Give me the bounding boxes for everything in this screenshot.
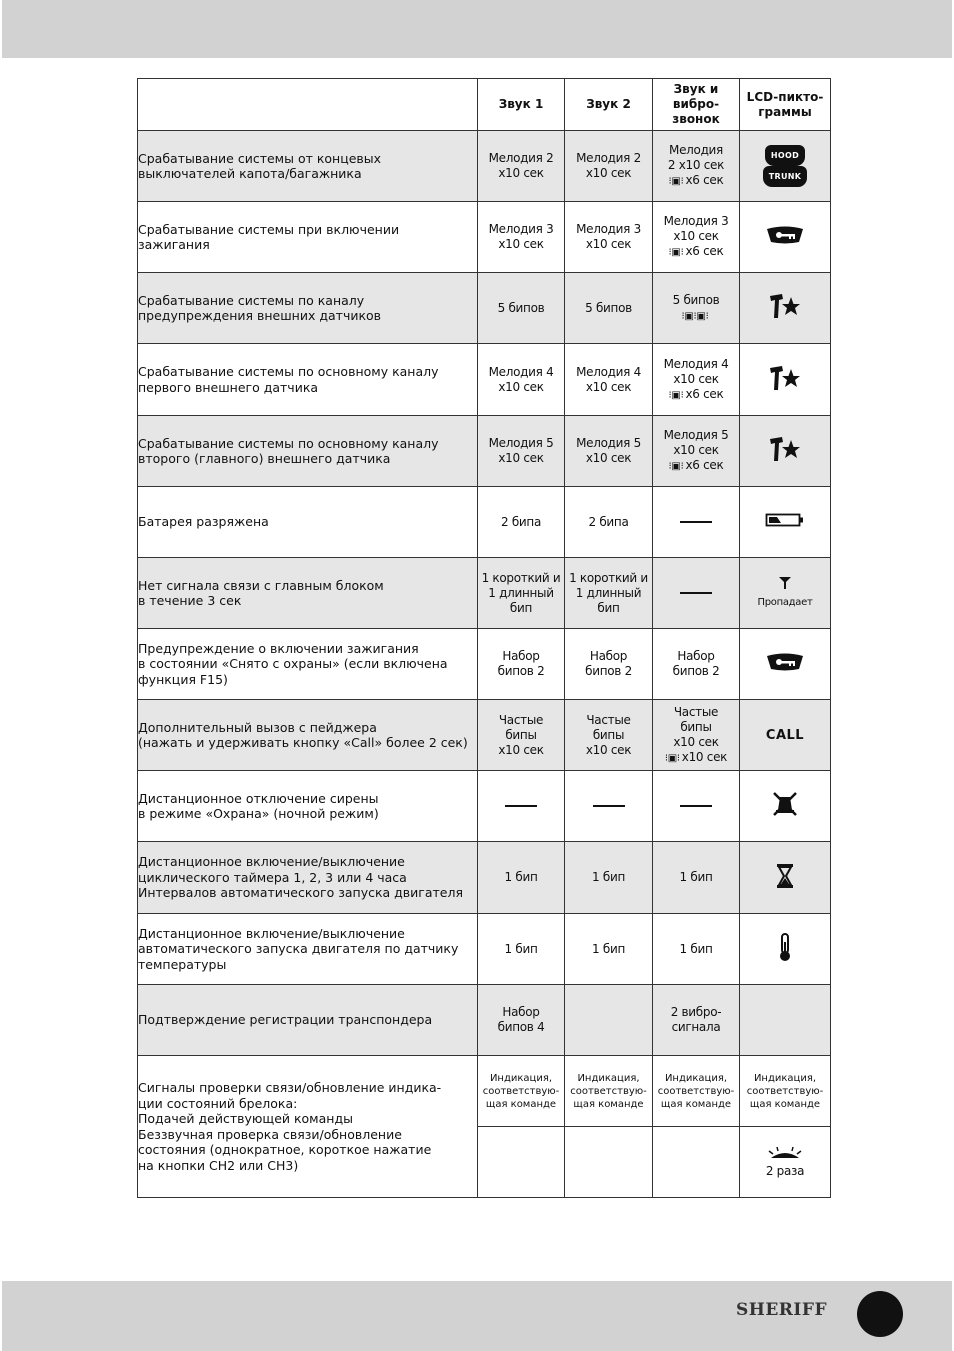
cell-sound-2: 5 бипов	[565, 273, 653, 344]
cell-sound-2: Мелодия 2 x10 сек	[565, 131, 653, 202]
table-row	[138, 1056, 831, 1127]
cell-sound-1: Набор бипов 2	[478, 629, 565, 700]
vibration-icon: ⁝▣⁝▣⁝	[681, 310, 709, 322]
signal-update-icon	[765, 1146, 805, 1160]
header-sound-1: Звук 1	[478, 79, 565, 131]
shock-sensor-icon	[768, 292, 802, 320]
cell-sound-2	[565, 985, 653, 1056]
cell-sound-vibro: 1 бип	[653, 914, 740, 985]
cell-sound-1	[478, 771, 565, 842]
battery-low-icon	[765, 512, 805, 528]
call-icon: CALL	[765, 727, 805, 743]
cell-sound-1: Мелодия 5 x10 сек	[478, 416, 565, 487]
cell-sound-vibro: 1 бип	[653, 842, 740, 914]
top-banner	[2, 0, 952, 58]
cell-lcd	[740, 914, 831, 985]
cell-sound-1: Мелодия 3 x10 сек	[478, 202, 565, 273]
dash-mark	[680, 592, 712, 594]
hourglass-icon	[776, 863, 794, 889]
vibration-icon: ⁝▣⁝	[668, 389, 684, 401]
cell-sound-vibro: 2 вибро- сигнала	[653, 985, 740, 1056]
vibration-icon: ⁝▣⁝	[668, 461, 684, 472]
cell-sound-2	[565, 771, 653, 842]
cell-sound-vibro	[653, 487, 740, 558]
vibration-icon: ⁝▣⁝	[668, 176, 684, 187]
row-description: Нет сигнала связи с главным блоком в течение 3 сек	[138, 558, 478, 629]
cell-sound-1: Индикация, соответствую- щая команде	[478, 1056, 565, 1127]
cell-sound-vibro: 5 бипов ⁝▣⁝▣⁝	[653, 273, 740, 344]
table-row	[138, 771, 831, 842]
hood-icon: HOOD	[765, 145, 805, 166]
row-description: Подтверждение регистрации транспондера	[138, 985, 478, 1056]
cell-sound-vibro	[653, 771, 740, 842]
cell-lcd	[740, 344, 831, 416]
cell-lcd	[740, 487, 831, 558]
trunk-icon: TRUNK	[763, 166, 808, 187]
row-description: Дополнительный вызов с пейджера (нажать и удерживать кнопку «Call» более 2 сек)	[138, 700, 478, 771]
row-description: Батарея разряжена	[138, 487, 478, 558]
cell-sound-1: 1 бип	[478, 842, 565, 914]
row-description: Сигналы проверки связи/обновление индика- ции состояний брелока: Подачей действующей команды Беззвучная проверка связи/обновление состояния (однократное, короткое нажатие на кнопки CH2 или CH3)	[138, 1056, 478, 1198]
cell-sound-vibro: Набор бипов 2	[653, 629, 740, 700]
page-number-circle	[857, 1291, 903, 1337]
cell-sound-2: Индикация, соответствую- щая команде	[565, 1056, 653, 1127]
table-row	[138, 558, 831, 629]
table-row	[138, 985, 831, 1056]
cell-sound-1	[478, 1127, 565, 1198]
table-row	[138, 487, 831, 558]
cell-sound-2: 1 короткий и 1 длинный бип	[565, 558, 653, 629]
cell-sound-2: 2 бипа	[565, 487, 653, 558]
cell-lcd	[740, 273, 831, 344]
ignition-key-icon	[765, 225, 805, 245]
cell-sound-vibro: Мелодия 2 x10 сек ⁝▣⁝ x6 сек	[653, 131, 740, 202]
cell-sound-vibro: Мелодия 3 x10 сек ⁝▣⁝ x6 сек	[653, 202, 740, 273]
row-description: Срабатывание системы по каналу предупреждения внешних датчиков	[138, 273, 478, 344]
cell-sound-1: 1 короткий и 1 длинный бип	[478, 558, 565, 629]
cell-lcd	[740, 558, 831, 629]
dash-mark	[593, 805, 625, 807]
row-description: Срабатывание системы по основному каналу второго (главного) внешнего датчика	[138, 416, 478, 487]
cell-sound-1: Набор бипов 4	[478, 985, 565, 1056]
cell-sound-2: 1 бип	[565, 914, 653, 985]
lcd-icon-label: Пропадает	[757, 597, 813, 608]
dash-mark	[680, 521, 712, 523]
cell-sound-vibro: Мелодия 5 x10 сек ⁝▣⁝ x6 сек	[653, 416, 740, 487]
cell-sound-1: Мелодия 4 x10 сек	[478, 344, 565, 416]
row-description: Срабатывание системы при включении зажигания	[138, 202, 478, 273]
table-row	[138, 416, 831, 487]
cell-sound-2: Мелодия 4 x10 сек	[565, 344, 653, 416]
ignition-key-icon	[765, 652, 805, 672]
cell-sound-1: 2 бипа	[478, 487, 565, 558]
cell-sound-2: Мелодия 3 x10 сек	[565, 202, 653, 273]
row-description: Предупреждение о включении зажигания в состоянии «Снято с охраны» (если включена функция F15)	[138, 629, 478, 700]
thermometer-icon	[778, 932, 792, 962]
shock-sensor-icon	[768, 364, 802, 392]
table-row	[138, 842, 831, 914]
table-row	[138, 700, 831, 771]
table-header-row	[138, 79, 831, 131]
lcd-icon-label: 2 раза	[765, 1163, 805, 1178]
cell-sound-1: 1 бип	[478, 914, 565, 985]
brand-logo: SHERIFF	[736, 1300, 828, 1320]
row-description: Дистанционное включение/выключение циклического таймера 1, 2, 3 или 4 часа Интервалов автоматического запуска двигателя	[138, 842, 478, 914]
cell-sound-vibro	[653, 558, 740, 629]
cell-sound-1: Частые бипы x10 сек	[478, 700, 565, 771]
vibration-icon: ⁝▣⁝	[664, 752, 680, 764]
cell-sound-vibro: Индикация, соответствую- щая команде	[653, 1056, 740, 1127]
vibration-icon: ⁝▣⁝	[668, 247, 684, 258]
dash-mark	[680, 805, 712, 807]
table-row	[138, 202, 831, 273]
cell-lcd	[740, 416, 831, 487]
cell-lcd	[740, 700, 831, 771]
siren-off-icon	[771, 790, 799, 818]
row-description: Дистанционное отключение сирены в режиме «Охрана» (ночной режим)	[138, 771, 478, 842]
dash-mark	[505, 805, 537, 807]
table-row	[138, 273, 831, 344]
cell-sound-vibro	[653, 1127, 740, 1198]
header-sound-vibro: Звук и вибро- звонок	[653, 79, 740, 131]
row-description: Срабатывание системы от концевых выключателей капота/багажника	[138, 131, 478, 202]
antenna-icon	[778, 576, 792, 590]
cell-sound-1: Мелодия 2 x10 сек	[478, 131, 565, 202]
cell-sound-2: 1 бип	[565, 842, 653, 914]
cell-lcd	[740, 771, 831, 842]
row-description: Срабатывание системы по основному каналу первого внешнего датчика	[138, 344, 478, 416]
cell-sound-2: Набор бипов 2	[565, 629, 653, 700]
cell-sound-2	[565, 1127, 653, 1198]
cell-lcd	[740, 1127, 831, 1198]
cell-sound-1: 5 бипов	[478, 273, 565, 344]
cell-lcd	[740, 842, 831, 914]
cell-lcd	[740, 202, 831, 273]
header-lcd-icons: LCD-пикто- граммы	[740, 79, 831, 131]
shock-sensor-icon	[768, 435, 802, 463]
cell-lcd	[740, 629, 831, 700]
cell-lcd	[740, 985, 831, 1056]
row-description: Дистанционное включение/выключение автоматического запуска двигателя по датчику температуры	[138, 914, 478, 985]
cell-lcd	[740, 131, 831, 202]
table-row	[138, 344, 831, 416]
header-description	[138, 79, 478, 131]
table-row	[138, 131, 831, 202]
cell-sound-2: Частые бипы x10 сек	[565, 700, 653, 771]
cell-sound-vibro: Частые бипы x10 сек ⁝▣⁝ x10 сек	[653, 700, 740, 771]
cell-sound-2: Мелодия 5 x10 сек	[565, 416, 653, 487]
cell-sound-vibro: Мелодия 4 x10 сек ⁝▣⁝ x6 сек	[653, 344, 740, 416]
signals-table	[137, 78, 831, 1198]
header-sound-2: Звук 2	[565, 79, 653, 131]
table-row	[138, 629, 831, 700]
cell-lcd: Индикация, соответствую- щая команде	[740, 1056, 831, 1127]
table-row	[138, 914, 831, 985]
